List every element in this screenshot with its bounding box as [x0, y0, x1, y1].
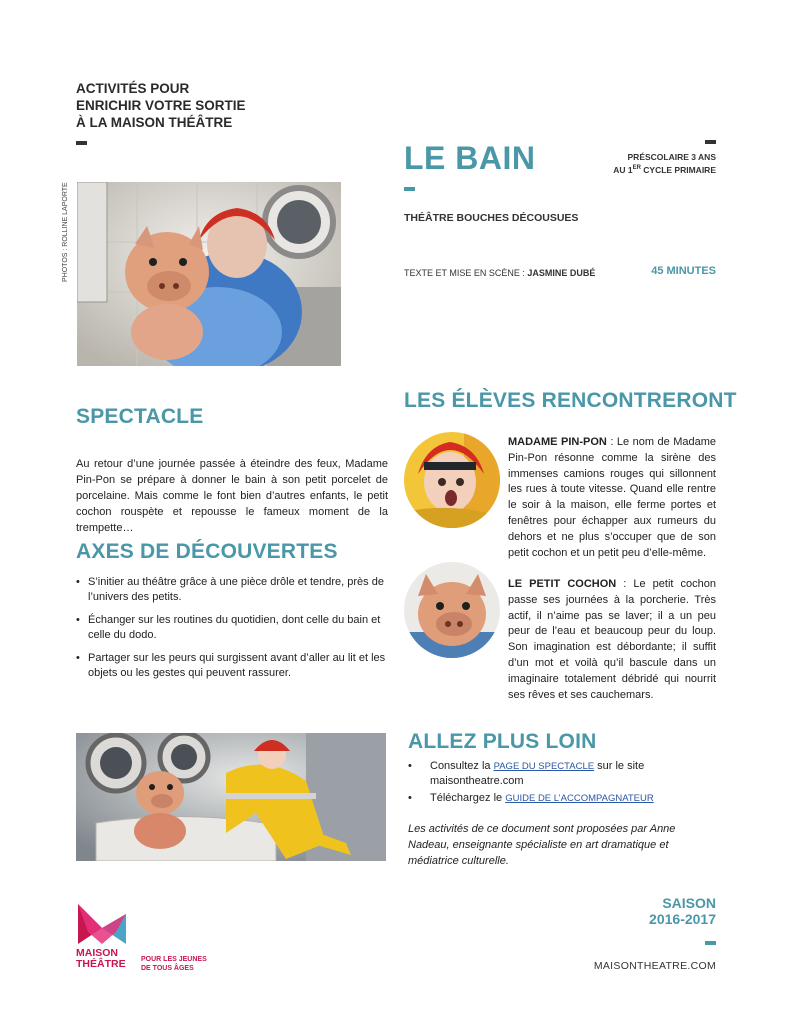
season-years: 2016-2017: [649, 911, 716, 927]
axes-item: • S’initier au théâtre grâce à une pièce drôle et tendre, près de l’univers des petits.: [76, 575, 388, 605]
activities-heading: [76, 80, 276, 131]
website-url: MAISONTHEATRE.COM: [593, 960, 716, 972]
season: [649, 895, 716, 927]
further-list: [408, 759, 718, 808]
show-photo-bath: [77, 182, 341, 366]
axes-item: • Partager sur les peurs qui surgissent avant d’aller au lit et les objets ou les gestes qui peuvent rassurer.: [76, 651, 388, 681]
further-item: • Consultez la PAGE DU SPECTACLE sur le site maisontheatre.com: [408, 759, 718, 789]
show-title: LE BAIN: [404, 140, 536, 176]
level-dash: [705, 140, 716, 144]
guide-link[interactable]: GUIDE DE L’ACCOMPAGNATEUR: [505, 793, 654, 804]
character-text: : Le petit cochon passe ses journées à la porcherie. Très actif, il n’aime pas se laver; il a un peu peur de l’eau et beaucoup peur du loup. Son imagination est débordante; il suffit d’un mot et voilà qu’il bascule dans un imaginaire totalement débridé qui nourrit ses rêves et ses cauchemars.: [508, 578, 717, 701]
madame-pinpon-photo: [404, 432, 500, 528]
show-photo-firefighter: [76, 733, 386, 861]
meet-heading: LES ÉLÈVES RENCONTRERONT: [404, 389, 737, 412]
further-item: • Téléchargez le GUIDE DE L’ACCOMPAGNATEUR: [408, 791, 718, 806]
show-credits: [404, 268, 595, 278]
petit-cochon-photo: [404, 562, 500, 658]
activities-credit-note: Les activités de ce document sont proposées par Anne Nadeau, enseignante spécialiste en art dramatique et médiatrice culturelle.: [408, 823, 676, 867]
site-name: maisontheatre.com: [430, 775, 524, 787]
credits-label: TEXTE ET MISE EN SCÈNE :: [404, 268, 528, 278]
show-page-link[interactable]: PAGE DU SPECTACLE: [493, 761, 595, 772]
theatre-company: THÉÂTRE BOUCHES DÉCOUSUES: [404, 212, 579, 224]
axes-item: • Échanger sur les routines du quotidien, dont celle du bain et celle du dodo.: [76, 613, 388, 643]
season-label: SAISON: [662, 895, 716, 911]
title-dash: [404, 187, 415, 191]
header-dash: [76, 141, 87, 145]
logo-wordmark: MAISON THÉÂTRE: [76, 947, 126, 970]
madame-pinpon-description: [508, 435, 716, 561]
activities-heading-line1: ACTIVITÉS POUR: [76, 81, 190, 96]
audience-level: [613, 152, 716, 176]
petit-cochon-description: [508, 577, 716, 703]
level-line1: PRÉSCOLAIRE 3 ANS: [627, 152, 716, 162]
axes-list: [76, 575, 388, 689]
credits-name: JASMINE DUBÉ: [527, 268, 596, 278]
character-name: LE PETIT COCHON: [508, 578, 617, 590]
character-name: MADAME PIN-PON: [508, 436, 607, 448]
logo-tagline: POUR LES JEUNES DE TOUS ÂGES: [141, 956, 207, 972]
character-text: : Le nom de Madame Pin-Pon résonne comme la sirène des immenses camions rouges qui sillonnent les rues à toute vitesse. Quand elle rentre le soir à la maison, elle ferme portes et fenêtres pour échapper aux rumeurs du dehors et ne plus s’occuper que de son petit cochon et un petit peu d’elle-même.: [508, 436, 716, 559]
spectacle-heading: SPECTACLE: [76, 405, 204, 428]
activities-heading-line3: À LA MAISON THÉÂTRE: [76, 115, 233, 130]
level-line2: AU 1ER CYCLE PRIMAIRE: [613, 164, 716, 175]
further-heading: ALLEZ PLUS LOIN: [408, 730, 597, 753]
photo-credit: PHOTOS : ROLLINE LAPORTE: [62, 182, 69, 282]
activities-heading-line2: ENRICHIR VOTRE SORTIE: [76, 98, 246, 113]
show-duration: 45 MINUTES: [651, 265, 716, 277]
season-dash: [705, 941, 716, 945]
spectacle-text: Au retour d’une journée passée à éteindre des feux, Madame Pin-Pon se prépare à donner le bain à son petit porcelet de porcelaine. Mais comme le font bien d’autres enfants, le petit cochon rouspète et repousse le fameux moment de la trempette…: [76, 458, 388, 534]
axes-heading: AXES DE DÉCOUVERTES: [76, 540, 338, 563]
